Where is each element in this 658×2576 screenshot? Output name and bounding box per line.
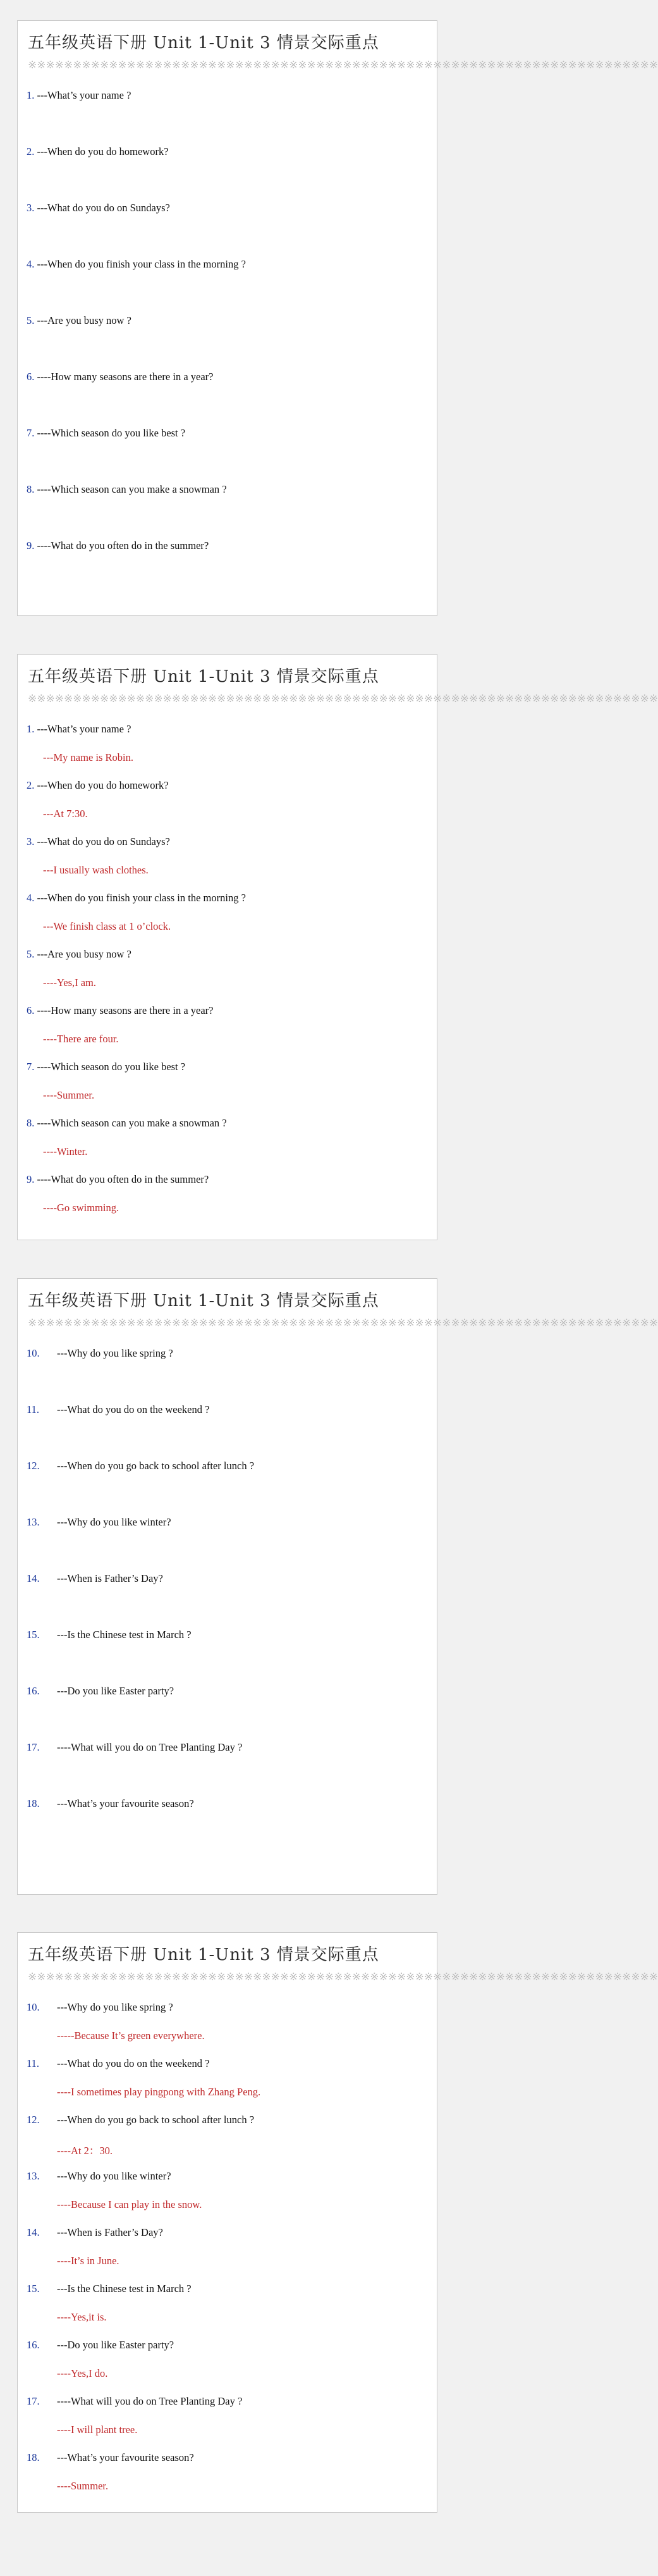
question-number: 2. <box>27 145 35 157</box>
question-item <box>27 1173 209 1186</box>
question-text: ---What’s your favourite season? <box>57 2451 194 2463</box>
question-text: ----Which season can you make a snowman ? <box>37 1117 227 1129</box>
answer-text: ----There are four. <box>43 1033 119 1045</box>
question-text: ---What do you do on Sundays? <box>37 835 170 847</box>
question-text: ---Why do you like winter? <box>57 1516 171 1528</box>
question-item <box>27 2114 254 2126</box>
question-number: 2. <box>27 779 35 791</box>
answer-text: ---I usually wash clothes. <box>43 864 149 876</box>
question-number: 6. <box>27 1004 35 1016</box>
question-item <box>27 948 131 961</box>
question-number: 16. <box>27 1685 40 1697</box>
answer-text: ---We finish class at 1 o’clock. <box>43 920 171 932</box>
question-number: 7. <box>27 427 35 439</box>
answer-text: ---At 7:30. <box>43 808 88 820</box>
question-number: 8. <box>27 483 35 495</box>
question-text: ---When do you do homework? <box>37 779 169 791</box>
question-text: ---What do you do on Sundays? <box>37 202 170 214</box>
question-text: ---What do you do on the weekend ? <box>57 1403 210 1415</box>
worksheet-page-questions-1-9 <box>17 20 658 616</box>
question-text: ---Are you busy now ? <box>37 948 131 960</box>
answer-text: ----At 2：30. <box>57 2145 113 2157</box>
question-item <box>27 427 185 440</box>
question-item <box>27 2057 209 2070</box>
question-number: 4. <box>27 258 35 270</box>
question-number: 14. <box>27 2226 40 2238</box>
question-item <box>27 1797 194 1810</box>
question-item <box>27 1629 192 1641</box>
answer-text: ----It’s in June. <box>57 2255 119 2267</box>
question-item <box>27 1004 214 1017</box>
question-item <box>27 1685 174 1698</box>
question-number: 14. <box>27 1572 40 1584</box>
question-text: ---When do you go back to school after lunch ? <box>57 1460 255 1472</box>
question-number: 10. <box>27 1347 40 1359</box>
question-item <box>27 723 131 736</box>
question-number: 11. <box>27 2057 40 2069</box>
question-item <box>27 2283 192 2295</box>
question-text: ---When is Father’s Day? <box>57 2226 163 2238</box>
question-number: 9. <box>27 539 35 552</box>
question-text: ---Do you like Easter party? <box>57 1685 174 1697</box>
question-number: 1. <box>27 723 35 735</box>
question-text: ---Why do you like spring ? <box>57 2001 173 2013</box>
question-text: ----What will you do on Tree Planting Day ? <box>57 1741 243 1753</box>
question-number: 16. <box>27 2339 40 2351</box>
question-number: 13. <box>27 2170 40 2182</box>
question-text: ---What’s your name ? <box>37 89 131 101</box>
divider-line: ※※※※※※※※※※※※※※※※※※※※※※※※※※※※※※※※※※※※※※※※※※※※※※※※※※※※※※※※※※※※※※※※※※※※※※ <box>28 1971 658 1983</box>
question-number: 7. <box>27 1061 35 1073</box>
question-item <box>27 202 170 214</box>
question-text: ---When do you do homework? <box>37 145 169 157</box>
question-number: 17. <box>27 1741 40 1753</box>
answer-text: ---My name is Robin. <box>43 751 133 763</box>
worksheet-page-answers-10-18 <box>17 1932 658 2513</box>
question-item <box>27 779 169 792</box>
question-text: ----Which season can you make a snowman ? <box>37 483 227 495</box>
question-number: 1. <box>27 89 35 101</box>
divider-line: ※※※※※※※※※※※※※※※※※※※※※※※※※※※※※※※※※※※※※※※※※※※※※※※※※※※※※※※※※※※※※※※※※※※※※※ <box>28 59 658 71</box>
answer-text: ----Yes,I do. <box>57 2367 108 2379</box>
question-text: ---Why do you like spring ? <box>57 1347 173 1359</box>
question-text: ----How many seasons are there in a year? <box>37 371 214 383</box>
question-number: 3. <box>27 202 35 214</box>
question-item <box>27 1347 173 1360</box>
question-number: 15. <box>27 1629 40 1641</box>
question-item <box>27 1572 163 1585</box>
question-item <box>27 2170 171 2183</box>
worksheet-page-questions-10-18 <box>17 1278 658 1895</box>
question-text: ----How many seasons are there in a year? <box>37 1004 214 1016</box>
question-item <box>27 1741 242 1754</box>
question-number: 9. <box>27 1173 35 1185</box>
question-item <box>27 483 227 496</box>
question-text: ---Is the Chinese test in March ? <box>57 1629 192 1641</box>
answer-text: -----Because It’s green everywhere. <box>57 2030 205 2042</box>
question-number: 13. <box>27 1516 40 1528</box>
question-item <box>27 371 214 383</box>
question-number: 3. <box>27 835 35 847</box>
divider-line: ※※※※※※※※※※※※※※※※※※※※※※※※※※※※※※※※※※※※※※※※※※※※※※※※※※※※※※※※※※※※※※※※※※※※※※ <box>28 1317 658 1329</box>
question-text: ---When do you finish your class in the morning ? <box>37 258 246 270</box>
question-text: ---Are you busy now ? <box>37 314 131 326</box>
question-item <box>27 1460 254 1472</box>
question-item <box>27 835 170 848</box>
answer-text: ----Yes,it is. <box>57 2311 107 2323</box>
question-item <box>27 2451 194 2464</box>
question-text: ---When is Father’s Day? <box>57 1572 163 1584</box>
question-number: 12. <box>27 2114 40 2126</box>
question-number: 6. <box>27 371 35 383</box>
divider-line: ※※※※※※※※※※※※※※※※※※※※※※※※※※※※※※※※※※※※※※※※※※※※※※※※※※※※※※※※※※※※※※※※※※※※※※ <box>28 693 658 705</box>
question-text: ---What’s your favourite season? <box>57 1797 194 1809</box>
answer-text: ----Winter. <box>43 1145 88 1157</box>
question-item <box>27 2395 242 2408</box>
question-number: 12. <box>27 1460 40 1472</box>
question-number: 8. <box>27 1117 35 1129</box>
question-number: 18. <box>27 1797 40 1809</box>
question-text: ----What will you do on Tree Planting Day ? <box>57 2395 243 2407</box>
question-text: ----Which season do you like best ? <box>37 1061 186 1073</box>
answer-text: ----I sometimes play pingpong with Zhang Peng. <box>57 2086 261 2098</box>
page-title: 五年级英语下册 Unit 1-Unit 3 情景交际重点 <box>28 1291 379 1310</box>
question-item <box>27 2001 173 2014</box>
question-item <box>27 89 131 102</box>
page-title: 五年级英语下册 Unit 1-Unit 3 情景交际重点 <box>28 667 379 686</box>
answer-text: ----Go swimming. <box>43 1202 119 1214</box>
question-text: ---Do you like Easter party? <box>57 2339 174 2351</box>
answer-text: ----I will plant tree. <box>57 2424 138 2436</box>
question-text: ---What’s your name ? <box>37 723 131 735</box>
question-number: 5. <box>27 948 35 960</box>
question-text: ----What do you often do in the summer? <box>37 539 209 552</box>
question-number: 10. <box>27 2001 40 2013</box>
question-number: 17. <box>27 2395 40 2407</box>
question-text: ---Why do you like winter? <box>57 2170 171 2182</box>
question-text: ---When do you go back to school after lunch ? <box>57 2114 255 2126</box>
question-item <box>27 1516 171 1529</box>
question-item <box>27 258 246 271</box>
question-text: ---When do you finish your class in the morning ? <box>37 892 246 904</box>
question-item <box>27 1117 227 1130</box>
page-title: 五年级英语下册 Unit 1-Unit 3 情景交际重点 <box>28 1945 379 1964</box>
answer-text: ----Summer. <box>43 1089 95 1101</box>
question-item <box>27 2226 163 2239</box>
page-title: 五年级英语下册 Unit 1-Unit 3 情景交际重点 <box>28 34 379 52</box>
answer-text: ----Yes,I am. <box>43 977 97 989</box>
question-item <box>27 314 131 327</box>
question-number: 18. <box>27 2451 40 2463</box>
answer-text: ----Because I can play in the snow. <box>57 2198 202 2210</box>
question-item <box>27 539 209 552</box>
question-item <box>27 145 169 158</box>
worksheet-page-answers-1-9 <box>17 654 658 1240</box>
question-text: ---Is the Chinese test in March ? <box>57 2283 192 2295</box>
document-pages <box>0 20 658 2513</box>
question-number: 15. <box>27 2283 40 2295</box>
question-text: ---What do you do on the weekend ? <box>57 2057 210 2069</box>
question-text: ----What do you often do in the summer? <box>37 1173 209 1185</box>
question-text: ----Which season do you like best ? <box>37 427 186 439</box>
question-number: 4. <box>27 892 35 904</box>
question-number: 5. <box>27 314 35 326</box>
answer-text: ----Summer. <box>57 2480 109 2492</box>
question-item <box>27 892 246 904</box>
question-item <box>27 1061 185 1073</box>
question-item <box>27 1403 209 1416</box>
question-item <box>27 2339 174 2351</box>
question-number: 11. <box>27 1403 40 1415</box>
